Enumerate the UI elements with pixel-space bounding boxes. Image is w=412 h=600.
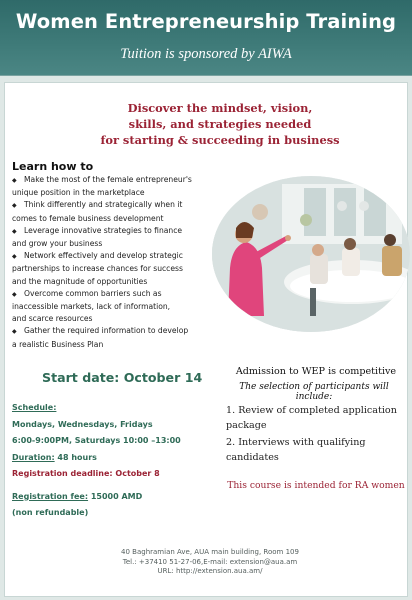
selection-steps xyxy=(226,403,408,467)
contact-footer xyxy=(60,548,360,577)
list-item: 2. Interviews with qualifying candidates xyxy=(226,437,366,463)
diamond-bullet-icon: ◆ xyxy=(12,290,17,298)
website-url: URL: http://extension.aua.am/ xyxy=(157,567,263,576)
headline-line: for starting & succeeding in business xyxy=(100,133,340,147)
diamond-bullet-icon: ◆ xyxy=(12,202,17,210)
list-item: ◆ Make the most of the female entrepreneur's unique position in the marketplace xyxy=(12,175,192,198)
diamond-bullet-icon: ◆ xyxy=(12,177,17,184)
admission-subtitle: The selection of participants will include: xyxy=(239,382,389,402)
fee-note: (non refundable) xyxy=(12,508,89,517)
registration-deadline: Registration deadline: October 8 xyxy=(12,469,160,478)
duration-value: 48 hours xyxy=(54,452,97,462)
eligibility-note: This course is intended for RA women xyxy=(227,480,405,491)
list-item: ◆ Gather the required information to develop a realistic Business Plan xyxy=(12,326,189,349)
page-title: Women Entrepreneurship Training xyxy=(15,10,397,33)
learn-title: Learn how to xyxy=(12,160,94,173)
schedule-label: Schedule: xyxy=(12,403,57,412)
list-item: ◆ Network effectively and develop strategic partnerships to increase chances for success and the magnitude of opportunities xyxy=(12,251,183,286)
course-details xyxy=(12,400,212,522)
header-banner xyxy=(0,0,412,76)
headline-line: Discover the mindset, vision, xyxy=(127,101,313,115)
headline xyxy=(60,100,380,148)
list-item: ◆ Overcome common barriers such as inaccessible markets, lack of information, and scarce resources xyxy=(12,288,171,324)
list-item: 1. Review of completed application package xyxy=(226,405,397,431)
training-photo xyxy=(212,176,410,332)
admission-title: Admission to WEP is competitive xyxy=(235,366,397,377)
list-item: ◆ Think differently and strategically when it comes to female business development xyxy=(12,200,183,223)
start-date: Start date: October 14 xyxy=(42,370,203,385)
fee-row xyxy=(12,489,212,506)
diamond-bullet-icon: ◆ xyxy=(12,253,17,261)
headline-line: skills, and strategies needed xyxy=(128,117,312,131)
page-subtitle: Tuition is sponsored by AIWA xyxy=(120,46,292,62)
phone-email: Tel.: +37410 51-27-06,E-mail: extension@aua.am xyxy=(122,557,298,566)
duration-label: Duration: xyxy=(12,452,55,462)
fee-value: 15000 AMD xyxy=(88,491,143,501)
learn-list xyxy=(12,174,222,351)
address: 40 Baghramian Ave, AUA main building, Room 109 xyxy=(121,548,299,556)
schedule-times: 6:00-9:00PM, Saturdays 10:00 –13:00 xyxy=(12,436,181,445)
diamond-bullet-icon: ◆ xyxy=(12,227,17,235)
duration-row xyxy=(12,450,212,467)
list-item: ◆ Leverage innovative strategies to finance and grow your business xyxy=(12,225,183,249)
training-photo-illustration xyxy=(212,176,410,332)
fee-label: Registration fee: xyxy=(12,491,89,501)
schedule-days: Mondays, Wednesdays, Fridays xyxy=(12,419,153,429)
diamond-bullet-icon: ◆ xyxy=(12,328,17,336)
